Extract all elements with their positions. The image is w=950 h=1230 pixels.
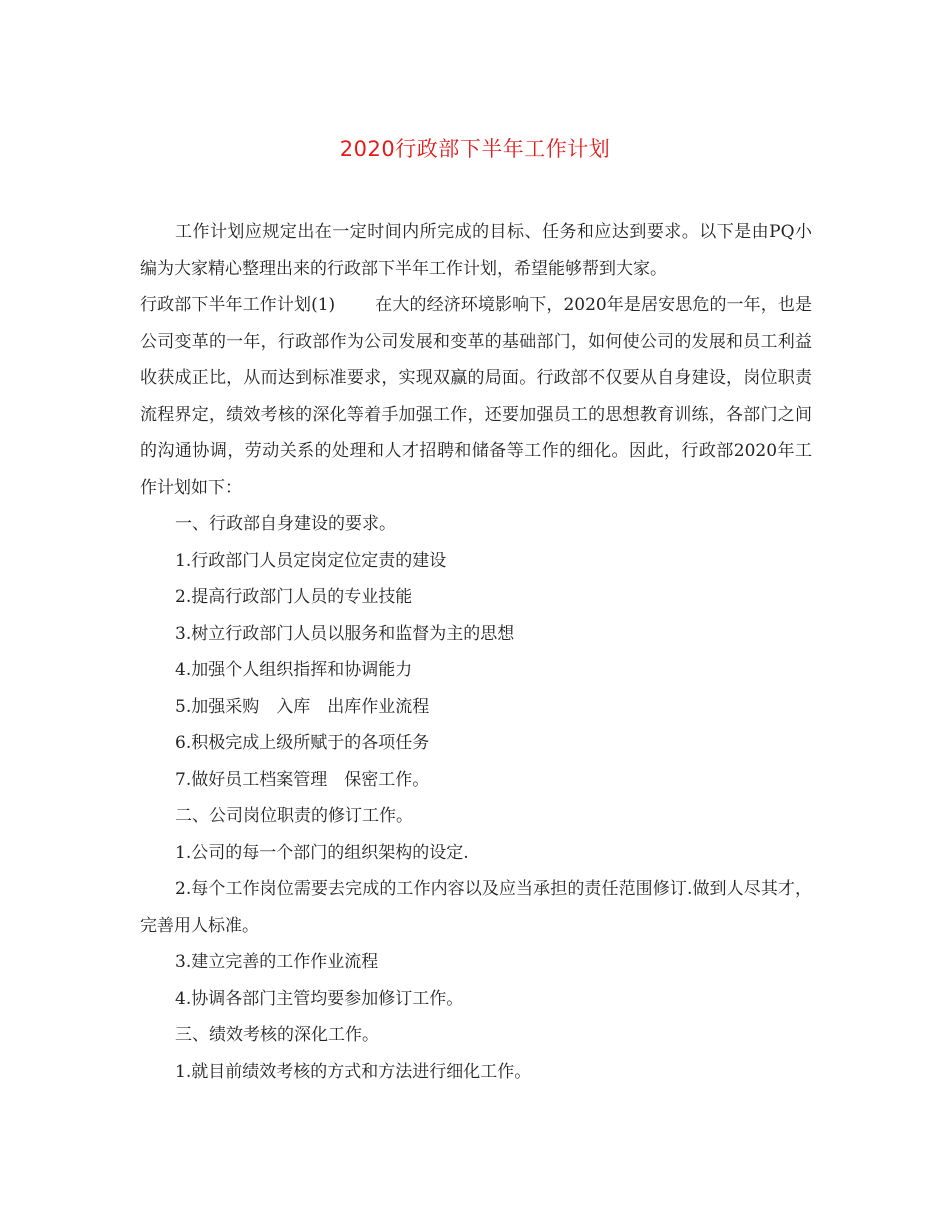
list-item: 3.建立完善的工作作业流程 — [175, 952, 379, 972]
list-item: 3.树立行政部门人员以服务和监督为主的思想 — [175, 623, 515, 644]
list-item: 2.每个工作岗位需要去完成的工作内容以及应当承担的责任范围修订.做到人尽其才，完善用人标准。 — [140, 879, 812, 936]
list-item: 5.加强采购 入库 出库作业流程 — [175, 696, 430, 717]
section-heading-1: 一、行政部自身建设的要求。 — [175, 514, 396, 534]
list-item: 4.加强个人组织指挥和协调能力 — [175, 660, 413, 680]
section-heading-3: 三、绩效考核的深化工作。 — [175, 1025, 379, 1045]
list-item: 6.积极完成上级所赋于的各项任务 — [175, 733, 430, 753]
list-item: 2.提高行政部门人员的专业技能 — [175, 587, 413, 607]
list-item: 1.行政部门人员定岗定位定责的建设 — [175, 550, 447, 571]
plan-heading: 行政部下半年工作计划(1) — [140, 295, 336, 315]
list-item: 7.做好员工档案管理 保密工作。 — [175, 769, 430, 790]
list-item: 4.协调各部门主管均要参加修订工作。 — [175, 988, 464, 1009]
intro-paragraph: 工作计划应规定出在一定时间内所完成的目标、任务和应达到要求。以下是由PQ小编为大家精心整理出来的行政部下半年工作计划，希望能够帮到大家。 — [140, 222, 812, 279]
document-body — [140, 214, 812, 1090]
list-item: 1.就目前绩效考核的方式和方法进行细化工作。 — [175, 1061, 532, 1082]
plan-paragraph — [140, 287, 812, 506]
list-item: 1.公司的每一个部门的组织架构的设定. — [175, 842, 469, 863]
plan-body-text: 在大的经济环境影响下，2020年是居安思危的一年，也是公司变革的一年，行政部作为公司发展和变革的基础部门，如何使公司的发展和员工利益收获成正比，从而达到标准要求，实现双赢的局面。行政部不仅要从自身建设，岗位职责流程界定，绩效考核的深化等着手加强工作，还要加强员工的思想教育训练，各部门之间的沟通协调，劳动关系的处理和人才招聘和储备等工作的细化。因此，行政部2020年工作计划如下： — [140, 295, 812, 498]
section-heading-2: 二、公司岗位职责的修订工作。 — [175, 806, 413, 826]
document-title: 2020行政部下半年工作计划 — [339, 137, 611, 161]
